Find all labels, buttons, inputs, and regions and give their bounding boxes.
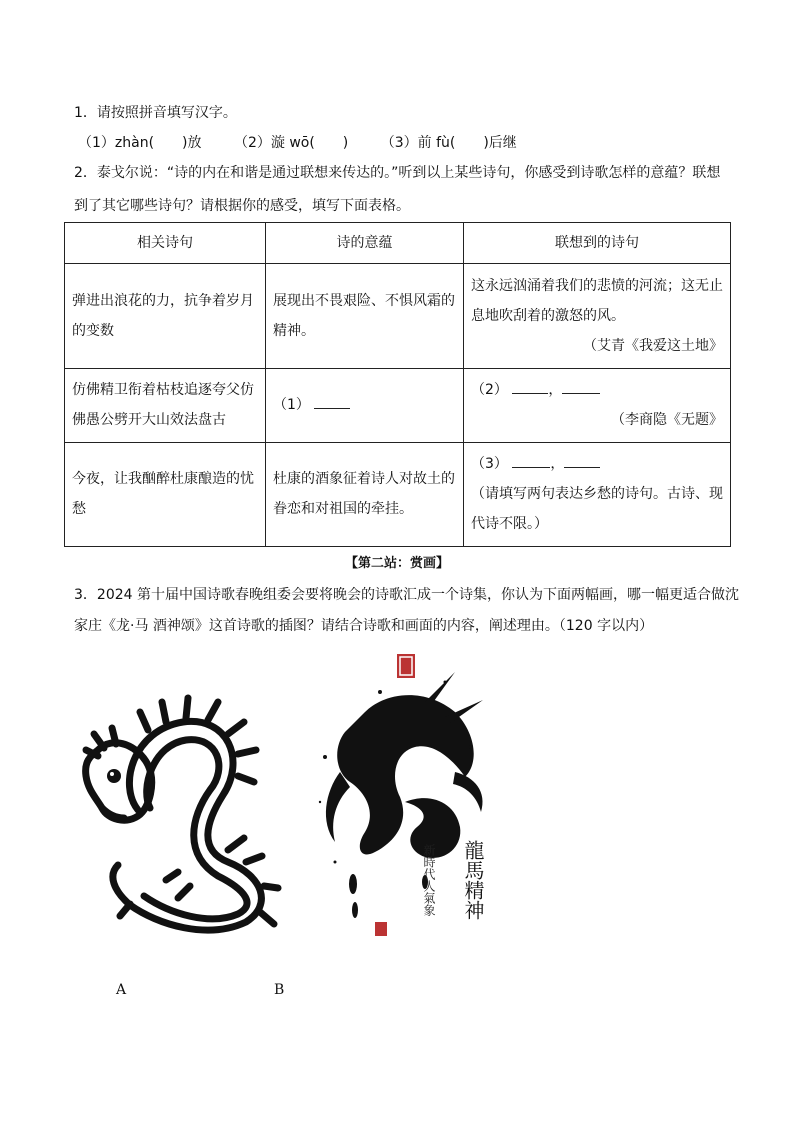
meaning-cell — [266, 369, 464, 442]
poem-table — [64, 222, 731, 547]
meaning-cell: 展现出不畏艰险、不惧风霜的精神。 — [266, 264, 464, 369]
q1-item-3: （3）前 fù( )后继 — [380, 135, 517, 151]
section-heading: 【第二站：赏画】 — [344, 556, 449, 571]
question-1-title: 1．请按照拼音填写汉字。 — [74, 105, 237, 121]
q1-item-1: （1）zhàn( )放 — [78, 135, 202, 151]
answer-blank-3a[interactable] — [512, 453, 550, 468]
verse-cell: 仿佛精卫衔着枯枝追逐夸父仿佛愚公劈开大山效法盘古 — [65, 369, 266, 442]
associated-cell: （2） ， （李商隐《无题》 — [464, 369, 731, 442]
associated-source: （艾青《我爱这土地》 — [583, 338, 723, 355]
image-b-label: B — [274, 982, 285, 998]
table-row — [65, 369, 731, 442]
header-meaning: 诗的意蕴 — [266, 223, 464, 264]
blank-label-1: （1） — [273, 397, 310, 414]
associated-source: （李商隐《无题》 — [611, 412, 723, 429]
table-row — [65, 442, 731, 546]
meaning-cell: 杜康的酒象征着诗人对故土的眷恋和对祖国的牵挂。 — [266, 442, 464, 546]
answer-blank-2a[interactable] — [512, 379, 548, 394]
q1-item-2: （2）漩 wō( ) — [233, 135, 349, 151]
header-associated: 联想到的诗句 — [464, 223, 731, 264]
question-3-line-1: 3．2024 第十届中国诗歌春晚组委会要将晚会的诗歌汇成一个诗集，你认为下面两幅画，哪一幅更适合做沈 — [74, 587, 739, 603]
associated-text: 这永远汹涌着我们的悲愤的河流；这无止息地吹刮着的激怒的风。 — [471, 278, 723, 325]
table-header-row — [65, 223, 731, 264]
question-3-line-2: 家庄《龙·马 酒神颂》这首诗歌的插图？请结合诗歌和画面的内容，阐述理由。（120 字以内） — [74, 618, 654, 634]
answer-blank-1[interactable] — [314, 394, 350, 409]
dragon-line-art-image — [78, 690, 283, 940]
question-2-line-2: 到了其它哪些诗句？请根据你的感受，填写下面表格。 — [74, 198, 410, 214]
question-1-items — [78, 133, 545, 153]
blank-label-2: （2） — [471, 382, 508, 399]
verse-cell: 弹进出浪花的力，抗争着岁月的变数 — [65, 264, 266, 369]
answer-blank-3b[interactable] — [564, 453, 600, 468]
associated-note: （请填写两句表达乡愁的诗句。古诗、现代诗不限。） — [471, 486, 723, 533]
associated-cell — [464, 264, 731, 369]
answer-blank-2b[interactable] — [562, 379, 600, 394]
verse-cell: 今夜，让我酗醉杜康酿造的忧愁 — [65, 442, 266, 546]
dragon-ink-painting-image — [305, 652, 490, 964]
question-2-line-1: 2．泰戈尔说：“诗的内在和谐是通过联想来传达的。”听到以上某些诗句，你感受到诗歌怎样的意蕴？联想 — [74, 165, 721, 181]
blank-label-3: （3） — [471, 456, 508, 473]
calligraphy-side: 新時代人氣象 — [422, 844, 436, 916]
calligraphy-main: 龍馬精神 — [461, 840, 485, 920]
associated-cell: （3） ， （请填写两句表达乡愁的诗句。古诗、现代诗不限。） — [464, 442, 731, 546]
header-verse: 相关诗句 — [65, 223, 266, 264]
image-a-label: A — [116, 982, 127, 998]
table-row — [65, 264, 731, 369]
